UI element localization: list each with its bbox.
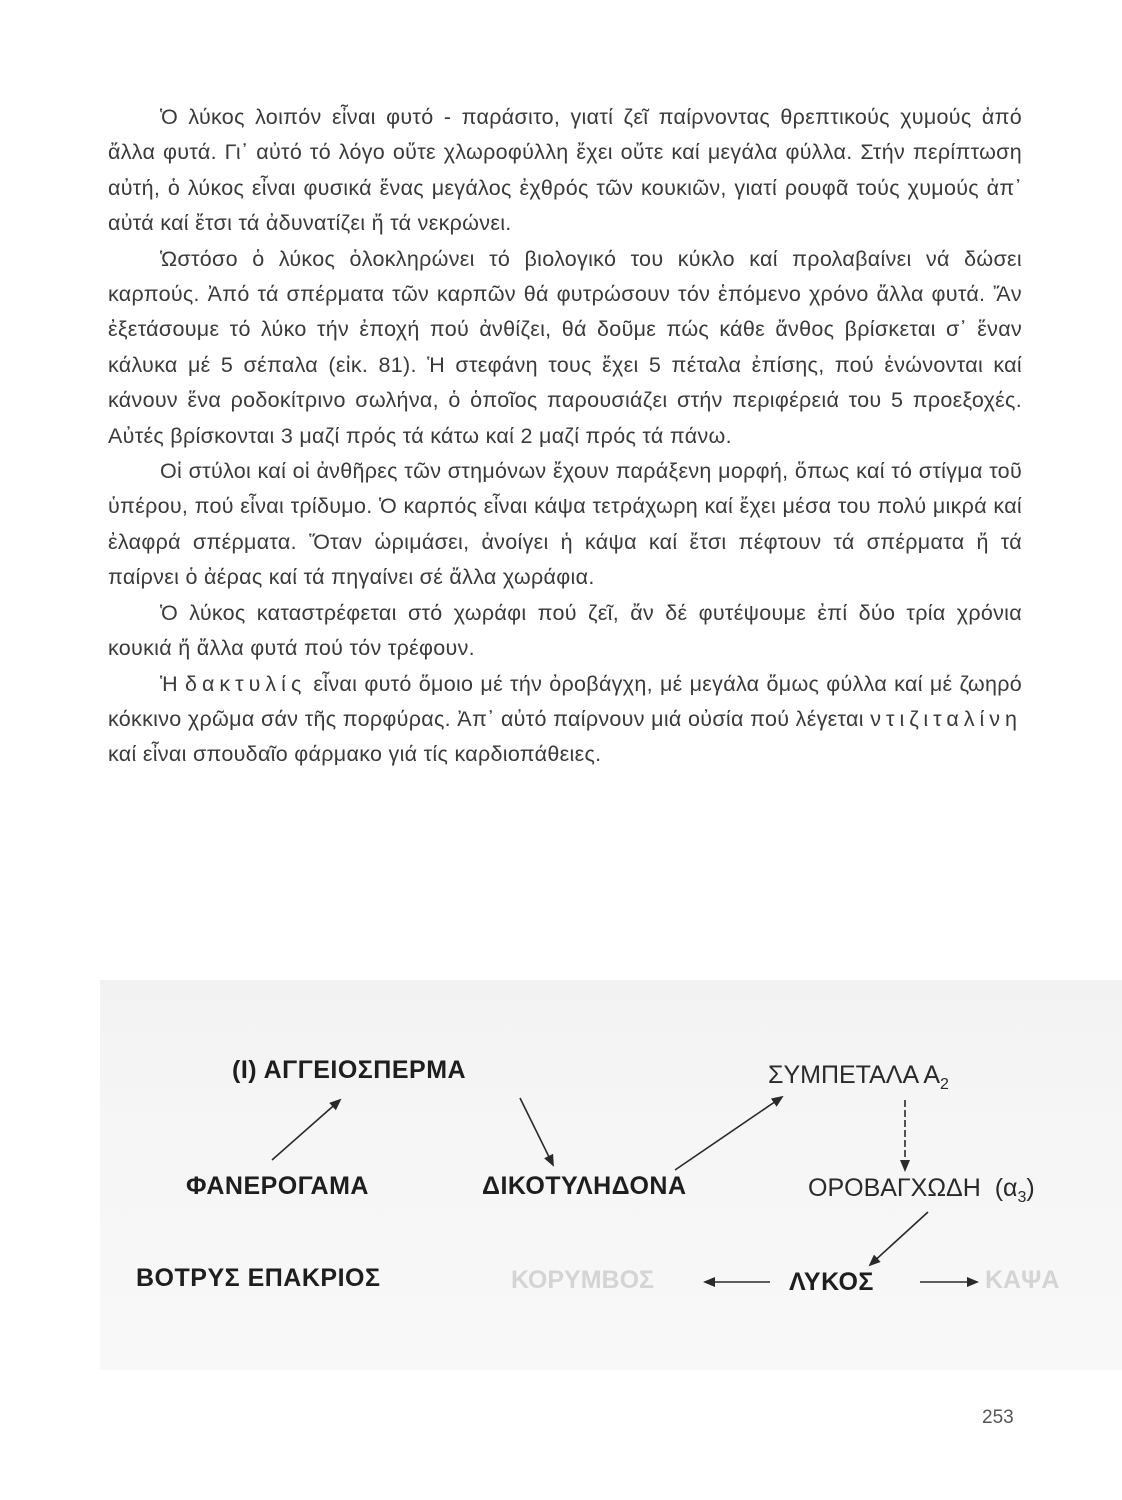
body-text [108, 100, 1022, 773]
label-orovagchodi-text: ΟΡΟΒΑΓΧΩΔΗ [808, 1174, 981, 1202]
paragraph-3: Οἱ στύλοι καί οἱ ἀνθῆρες τῶν στημόνων ἔχουν παράξενη μορφή, ὅπως καί τό στίγμα τοῦ ὑπέρου, πού εἶναι τρίδυμο. Ὁ καρπός εἶναι κάψα τετράχωρη καί ἔχει μέσα του πολύ μικρά καί ἐλαφρά σπέρματα. Ὅταν ὡριμάσει, ἀνοίγει ἡ κάψα καί ἔτσι πέφτουν τά σπέρματα ἤ τά παίρνει ὁ ἀέρας καί τά πηγαίνει σέ ἄλλα χωράφια. [108, 459, 1022, 590]
paragraph-5-end: καί εἶναι σπουδαῖο φάρμακο γιά τίς καρδιοπάθειες. [108, 742, 602, 767]
label-lykos: ΛΥΚΟΣ [789, 1268, 874, 1296]
paragraph-2: Ὡστόσο ὁ λύκος ὁλοκληρώνει τό βιολογικό του κύκλο καί προλαβαίνει νά δώσει καρπούς. Ἀπό τά σπέρματα τῶν καρπῶν θά φυτρώσουν τόν ἑπόμενο χρόνο ἄλλα φυτά. Ἄν ἐξετάσουμε τό λύκο τήν ἐποχή πού ἀνθίζει, θά δοῦμε πώς κάθε ἄνθος βρίσκεται σ᾽ ἕναν κάλυκα μέ 5 σέπαλα (εἰκ. 81). Ἡ στεφάνη τους ἔχει 5 πέταλα ἐπίσης, πού ἑνώνονται καί κάνουν ἕνα ροδοκίτρινο σωλήνα, ὁ ὁποῖος παρουσιάζει στήν περιφέρειά του 5 προεξοχές. Αὐτές βρίσκονται 3 μαζί πρός τά κάτω καί 2 μαζί πρός τά πάνω. [108, 246, 1022, 448]
term-daktylis: δακτυλίς [185, 671, 307, 696]
label-votrys-epakrios: ΒΟΤΡΥΣ ΕΠΑΚΡΙΟΣ [136, 1264, 381, 1292]
label-angiosperma: (Ι) ΑΓΓΕΙΟΣΠΕΡΜΑ [232, 1056, 467, 1084]
page-number: 253 [982, 1407, 1014, 1428]
label-sympetala-text: ΣΥΜΠΕΤΑΛΑ [768, 1061, 918, 1089]
paragraph-1: Ὁ λύκος λοιπόν εἶναι φυτό - παράσιτο, γιατί ζεῖ παίρνοντας θρεπτικούς χυμούς ἀπό ἄλλα φυτά. Γι᾽ αὐτό τό λόγο οὔτε χλωροφύλλη ἔχει οὔτε καί μεγάλα φύλλα. Στήν περίπτωση αὐτή, ὁ λύκος εἶναι φυσικά ἕνας μεγάλος ἐχθρός τῶν κουκιῶν, γιατί ρουφᾶ τούς χυμούς ἀπ᾽ αὐτά καί ἔτσι τά ἀδυνατίζει ἤ τά νεκρώνει. [108, 105, 1022, 236]
paragraph-5-intro: Ἡ [160, 671, 186, 696]
label-sympetala-code-sub: 2 [940, 1076, 949, 1093]
term-ntizitalini: ντιζιταλίνη [870, 706, 1022, 731]
label-korymvos: ΚΟΡΥΜΒΟΣ [511, 1266, 655, 1294]
paragraph-5-middle: εἶναι φυτό ὅμοιο μέ τήν ὀροβάγχη, μέ μεγάλα ὅμως φύλλα καί μέ ζωηρό κόκκινο χρῶμα σάν τῆς πορφύρας. Ἀπ᾽ αὐτό παίρνουν μιά οὐσία πού λέγεται [108, 671, 1022, 731]
label-orovagchodi-code: (α [994, 1174, 1018, 1202]
paragraph-4: Ὁ λύκος καταστρέφεται στό χωράφι πού ζεῖ, ἄν δέ φυτέψουμε ἐπί δύο τρία χρόνια κουκιά ἤ ἄλλα φυτά πού τόν τρέφουν. [108, 600, 1022, 661]
label-orovagchodi-code-end: ) [1026, 1174, 1035, 1202]
label-dikotylidona: ΔΙΚΟΤΥΛΗΔΟΝΑ [482, 1172, 687, 1200]
paragraph-5 [108, 667, 1022, 773]
label-fanerogama: ΦΑΝΕΡΟΓΑΜΑ [186, 1172, 369, 1200]
label-kapsa: ΚΑΨΑ [985, 1266, 1060, 1294]
label-sympetala [768, 1061, 949, 1094]
label-sympetala-code: Α [923, 1061, 941, 1089]
label-orovagchodi-code-sub: 3 [1017, 1189, 1027, 1206]
label-orovagchodi [808, 1174, 1035, 1207]
